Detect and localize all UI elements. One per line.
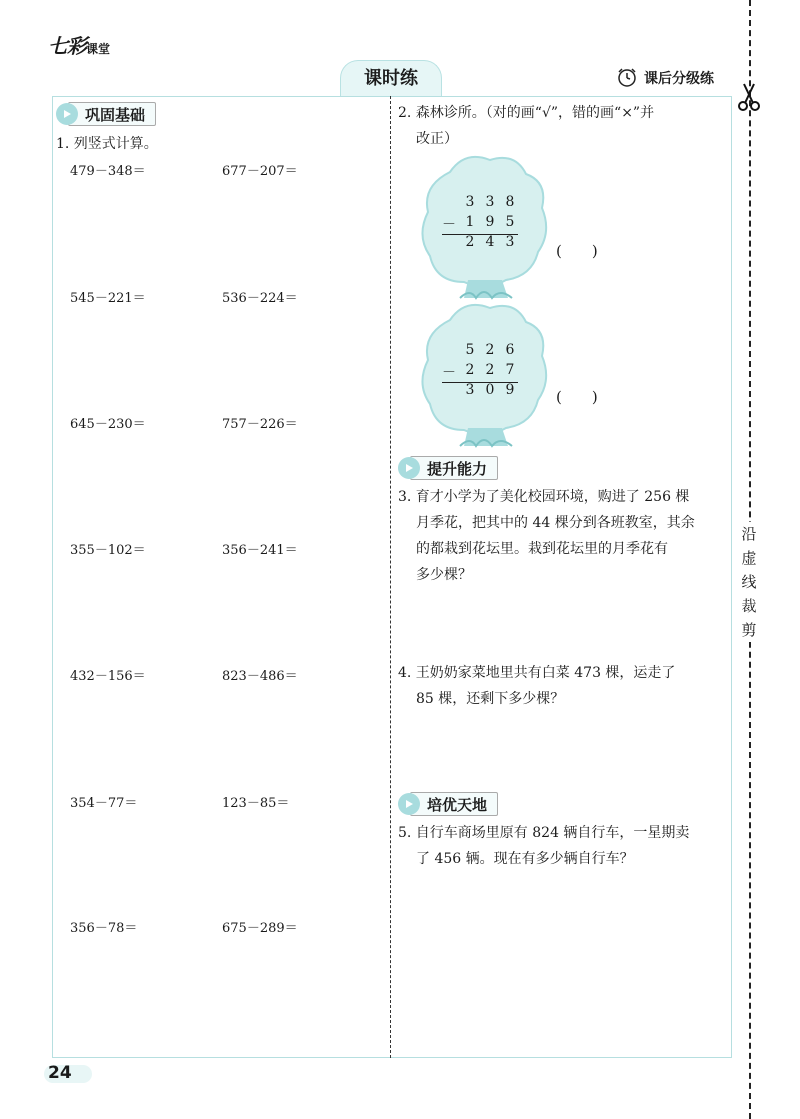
question-2-line2: 改正） — [416, 131, 458, 147]
cut-char: 线 — [741, 573, 757, 591]
question-line: 的都栽到花坛里。栽到花坛里的月季花有 — [416, 541, 668, 557]
section-basic — [56, 102, 156, 126]
brand-logo — [48, 30, 110, 59]
exercise: 123－85＝ — [222, 796, 290, 811]
question-2-line1: 2. 森林诊所。（对的画“√”，错的画“×”并 — [398, 105, 655, 121]
exercise: 536－224＝ — [222, 291, 298, 306]
exercise: 432－156＝ — [70, 669, 146, 684]
answer-parentheses: ( ) — [556, 388, 598, 406]
vertical-calculation — [442, 342, 518, 402]
digit: 6 — [505, 342, 515, 358]
play-icon — [398, 793, 420, 815]
tree-calc-2 — [420, 300, 552, 450]
cut-char: 剪 — [741, 621, 757, 639]
digit: 0 — [485, 382, 495, 398]
digit: 9 — [505, 382, 515, 398]
question-5 — [398, 820, 689, 872]
scissors-icon — [736, 82, 762, 112]
cut-char: 裁 — [741, 597, 757, 615]
brand-sub: 课堂 — [86, 42, 111, 56]
brand-main: 七彩 — [48, 34, 86, 58]
exercise: 677－207＝ — [222, 164, 298, 179]
minus-sign: － — [442, 365, 456, 381]
question-line: 3. 育才小学为了美化校园环境，购进了 256 棵 — [398, 489, 690, 505]
page-title-tab: 课时练 — [340, 60, 442, 97]
question-1: 1. 列竖式计算。 — [56, 136, 158, 152]
page-number: 24 — [48, 1063, 72, 1083]
exercise: 823－486＝ — [222, 669, 298, 684]
digit: 2 — [465, 234, 475, 250]
tree-calc-1 — [420, 152, 552, 302]
cut-label — [736, 522, 762, 642]
digit: 3 — [485, 194, 495, 210]
column-divider — [390, 96, 391, 1058]
question-line: 85 棵，还剩下多少棵？ — [416, 691, 565, 707]
level-text: 课后分级练 — [644, 71, 714, 87]
exercise: 757－226＝ — [222, 417, 298, 432]
answer-parentheses: ( ) — [556, 242, 598, 260]
digit: 3 — [465, 382, 475, 398]
section-title: 巩固基础 — [68, 102, 156, 126]
digit: 5 — [465, 342, 475, 358]
exercise: 675－289＝ — [222, 921, 298, 936]
play-icon — [398, 457, 420, 479]
cut-char: 虚 — [741, 549, 757, 567]
question-line: 4. 王奶奶家菜地里共有白菜 473 棵，运走了 — [398, 665, 676, 681]
digit: 5 — [505, 214, 515, 230]
question-line: 多少棵？ — [416, 567, 472, 583]
exercise: 355－102＝ — [70, 543, 146, 558]
digit: 2 — [485, 362, 495, 378]
exercise: 356－78＝ — [70, 921, 138, 936]
exercise: 645－230＝ — [70, 417, 146, 432]
question-4 — [398, 660, 675, 712]
digit: 2 — [465, 362, 475, 378]
level-label — [616, 66, 714, 92]
question-line: 了 456 辆。现在有多少辆自行车？ — [416, 851, 634, 867]
digit: 8 — [505, 194, 515, 210]
digit: 4 — [485, 234, 495, 250]
exercise: 354－77＝ — [70, 796, 138, 811]
digit: 9 — [485, 214, 495, 230]
section-advanced — [398, 792, 498, 816]
exercise: 356－241＝ — [222, 543, 298, 558]
question-3 — [398, 484, 695, 588]
section-title: 培优天地 — [410, 792, 498, 816]
digit: 3 — [465, 194, 475, 210]
section-title: 提升能力 — [410, 456, 498, 480]
minus-sign: － — [442, 217, 456, 233]
question-line: 5. 自行车商场里原有 824 辆自行车，一星期卖 — [398, 825, 690, 841]
digit: 3 — [505, 234, 515, 250]
digit: 2 — [485, 342, 495, 358]
digit: 1 — [465, 214, 475, 230]
alarm-clock-icon — [616, 66, 638, 92]
exercise: 545－221＝ — [70, 291, 146, 306]
exercise: 479－348＝ — [70, 164, 146, 179]
section-improve — [398, 456, 498, 480]
vertical-calculation — [442, 194, 518, 254]
cut-char: 沿 — [741, 525, 757, 543]
question-line: 月季花，把其中的 44 棵分到各班教室，其余 — [416, 515, 695, 531]
play-icon — [56, 103, 78, 125]
digit: 7 — [505, 362, 515, 378]
